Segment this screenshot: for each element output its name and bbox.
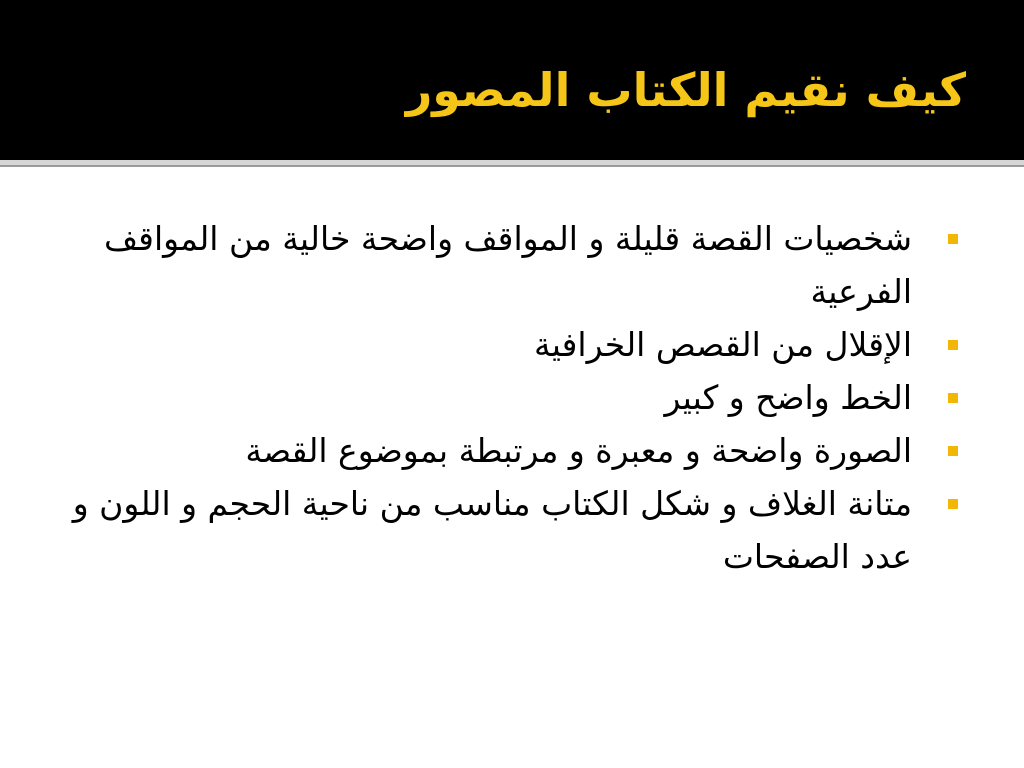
bullet-item bbox=[60, 477, 964, 583]
bullet-item bbox=[60, 212, 964, 318]
title-bar bbox=[0, 0, 1024, 160]
bullet-text: الخط واضح و كبير bbox=[664, 378, 912, 417]
square-bullet-icon bbox=[948, 446, 958, 456]
bullet-item bbox=[60, 424, 964, 477]
square-bullet-icon bbox=[948, 234, 958, 244]
slide-title: كيف نقيم الكتاب المصور bbox=[405, 63, 966, 117]
square-bullet-icon bbox=[948, 340, 958, 350]
square-bullet-icon bbox=[948, 499, 958, 509]
bullet-list bbox=[60, 212, 964, 583]
bullet-text: الصورة واضحة و معبرة و مرتبطة بموضوع القصة bbox=[245, 431, 912, 470]
bullet-text: الإقلال من القصص الخرافية bbox=[534, 325, 912, 364]
bullet-text: متانة الغلاف و شكل الكتاب مناسب من ناحية الحجم و اللون و عدد الصفحات bbox=[72, 484, 912, 576]
bullet-text: شخصيات القصة قليلة و المواقف واضحة خالية من المواقف الفرعية bbox=[104, 219, 912, 311]
bullet-item bbox=[60, 318, 964, 371]
bullet-item bbox=[60, 371, 964, 424]
square-bullet-icon bbox=[948, 393, 958, 403]
title-divider-dark bbox=[0, 165, 1024, 167]
